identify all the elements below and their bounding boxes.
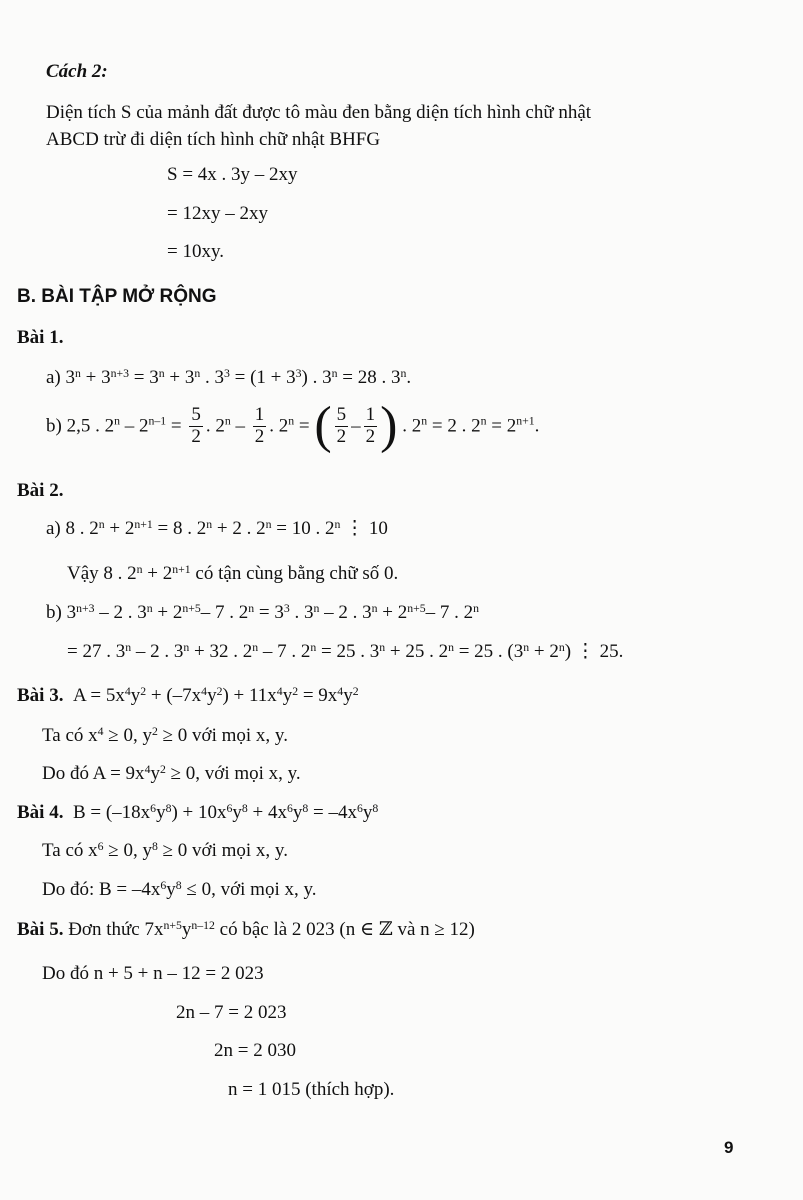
bai5-statement: Bài 5. Đơn thức $7x^{n+5}y^{n-12}$ có bậc là 2 023 (n ∈ ℤ và n ≥ 12) [17, 919, 475, 940]
bai4-line1: Ta có $x^6 \ge 0$, $y^8 \ge 0$ với mọi x, y. [42, 840, 288, 861]
cach2-equation-2: = 12xy – 2xy [167, 203, 268, 224]
bai3-title: Bài 3. [17, 685, 64, 706]
bai4-line2: Do đó: $B = -4x^6y^8 \le 0$, với mọi x, y. [42, 879, 317, 900]
bai5-step1: Do đó n + 5 + n – 12 = 2 023 [42, 963, 264, 984]
bai4-equation-line: Bài 4. $B = (-18x^6y^8) + 10x^6y^8 + 4x^6y^8 = -4x^6y^8$ [17, 802, 379, 823]
section-heading: B. BÀI TẬP MỞ RỘNG [17, 286, 217, 307]
bai1-title: Bài 1. [17, 327, 64, 348]
fraction-1-2-inner: $\frac{1}{2}$ [365, 403, 376, 447]
cach2-paragraph-line2: ABCD trừ đi diện tích hình chữ nhật BHFG [46, 129, 381, 150]
cach2-title: Cách 2: [46, 61, 108, 82]
bai2-b: b) $3^{n+3} - 2$ . $3^n + 2^{n+5}-$ 7 . $2^n = 3^3$ . 3$^n$ – 2 . $3^n + 2^{n+5}-$ 7 . 2$^n$ [46, 602, 480, 623]
page-number: 9 [724, 1138, 734, 1157]
cach2-equation-3: = 10xy. [167, 241, 224, 262]
bai3-equation-line: Bài 3. $A = 5x^4y^2 + (-7x^4y^2) + 11x^4y^2 = 9x^4y^2$ [17, 685, 359, 706]
bai2-b-continued: = 27 . 3$^n$ – 2 . $3^n + 32$ . 2$^n$ – 7 . $2^n = 25$ . $3^n + 25$ . $2^n = 25$ . $(3^n + 2^n)$ ⋮ 25. [67, 641, 624, 662]
fraction-5-2-inner: $\frac{5}{2}$ [336, 403, 347, 447]
bai5-step3: 2n = 2 030 [214, 1040, 296, 1061]
bai1-a: a) $3^n + 3^{n+3} = 3^n + 3^n$ . $3^3 = (1 + 3^3)$ . $3^n = 28$ . 3$^n$. [46, 367, 412, 388]
bai2-a: a) 8 . $2^n + 2^{n+1} = 8$ . $2^n + 2$ . $2^n = 10$ . 2$^n$ ⋮ 10 [46, 518, 388, 539]
bai5-step2: 2n – 7 = 2 023 [176, 1002, 287, 1023]
bai2-title: Bài 2. [17, 480, 64, 501]
bai4-title: Bài 4. [17, 802, 64, 823]
bai1-b: b) 2,5 . $2^n - 2^{n-1}$ = $\frac{5}{2}$ . 2$^n$ – $\frac{1}{2}$ . $2^n$ = ( $\frac{5}{2}$ – $\frac{1}{2}$ ) . $2^n = 2$ . $2^n = 2^{n+1}$. [46, 397, 540, 454]
cach2-paragraph-line1: Diện tích S của mảnh đất được tô màu đen bằng diện tích hình chữ nhật [46, 102, 592, 123]
bai3-line2: Do đó $A = 9x^4y^2 \ge 0$, với mọi x, y. [42, 763, 301, 784]
cach2-equation-1: S = 4x . 3y – 2xy [167, 164, 298, 185]
bai5-title: Bài 5. [17, 919, 64, 940]
fraction-1-2: $\frac{1}{2}$ [254, 403, 265, 447]
bai2-conclusion: Vậy 8 . $2^n + 2^{n+1}$ có tận cùng bằng chữ số 0. [67, 563, 399, 584]
fraction-5-2: $\frac{5}{2}$ [191, 403, 201, 447]
bai3-line1: Ta có $x^4 \ge 0$, $y^2 \ge 0$ với mọi x, y. [42, 725, 288, 746]
bai5-step4: n = 1 015 (thích hợp). [228, 1079, 395, 1100]
